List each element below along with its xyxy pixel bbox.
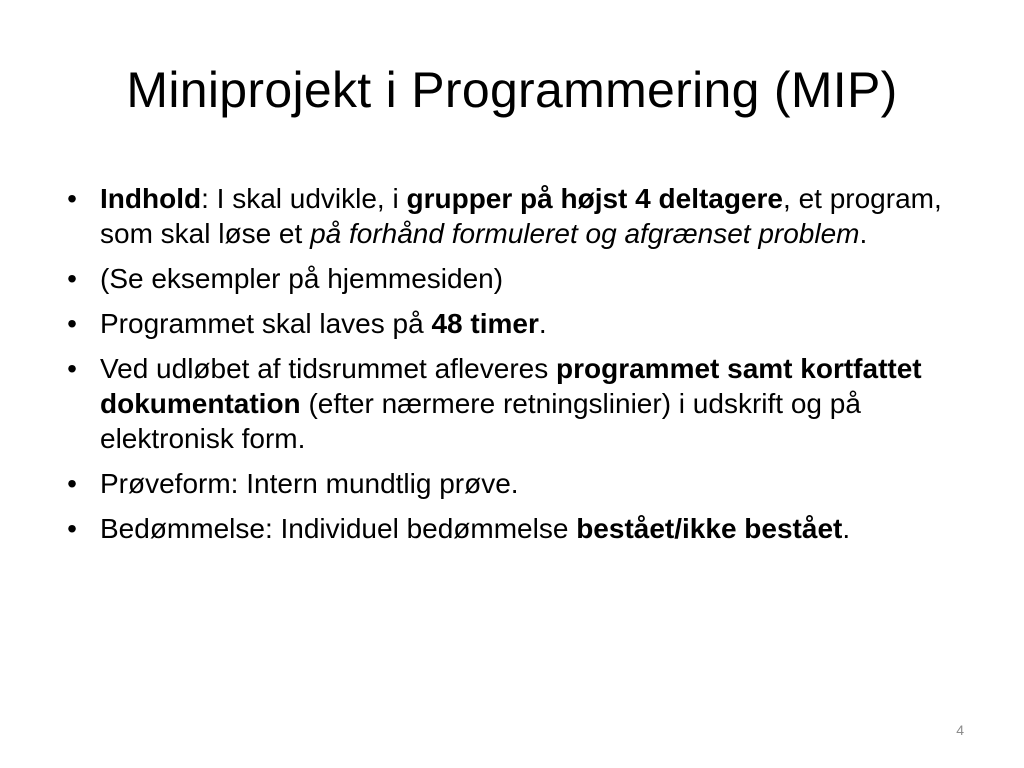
- bullet-text-run: programmet samt kortfattet dokumentation: [100, 353, 922, 419]
- bullet-text-run: Prøveform: Intern mundtlig prøve.: [100, 468, 519, 499]
- bullet-dot-icon: •: [67, 468, 77, 499]
- bullet-item: [62, 306, 942, 341]
- bullet-text-run: 48 timer: [431, 308, 539, 339]
- bullet-text-run: : I skal udvikle, i: [201, 183, 407, 214]
- bullet-item: [62, 511, 942, 546]
- bullet-text-run: Bedømmelse: Individuel bedømmelse: [100, 513, 577, 544]
- bullet-dot-icon: •: [67, 513, 77, 544]
- bullet-dot-icon: •: [67, 353, 77, 384]
- bullet-text-run: på forhånd formuleret og afgrænset problem: [310, 218, 860, 249]
- bullet-text-run: .: [859, 218, 868, 249]
- bullet-item: [62, 466, 942, 501]
- bullet-item: [62, 181, 942, 251]
- bullet-text-run: Ved udløbet af tidsrummet afleveres: [100, 353, 556, 384]
- slide-title: Miniprojekt i Programmering (MIP): [126, 62, 898, 118]
- bullet-text-run: Programmet skal laves på: [100, 308, 432, 339]
- bullet-item: [62, 261, 942, 296]
- bullet-text-run: , et program, som skal løse et: [100, 183, 942, 249]
- bullet-text-run: bestået/ikke bestået: [576, 513, 843, 544]
- bullet-dot-icon: •: [67, 263, 77, 294]
- bullet-text-run: grupper på højst 4 deltagere: [406, 183, 784, 214]
- bullet-text-run: (Se eksempler på hjemmesiden): [100, 263, 504, 294]
- bullet-text-run: (efter nærmere retningslinier) i udskrift og på elektronisk form.: [100, 388, 861, 454]
- bullet-item: [62, 351, 942, 456]
- bullet-text-run: .: [538, 308, 547, 339]
- bullet-dot-icon: •: [67, 183, 77, 214]
- bullet-text-run: Indhold: [100, 183, 202, 214]
- bullet-list: [62, 181, 942, 556]
- bullet-dot-icon: •: [67, 308, 77, 339]
- page-number: 4: [956, 722, 964, 738]
- bullet-text-run: .: [842, 513, 851, 544]
